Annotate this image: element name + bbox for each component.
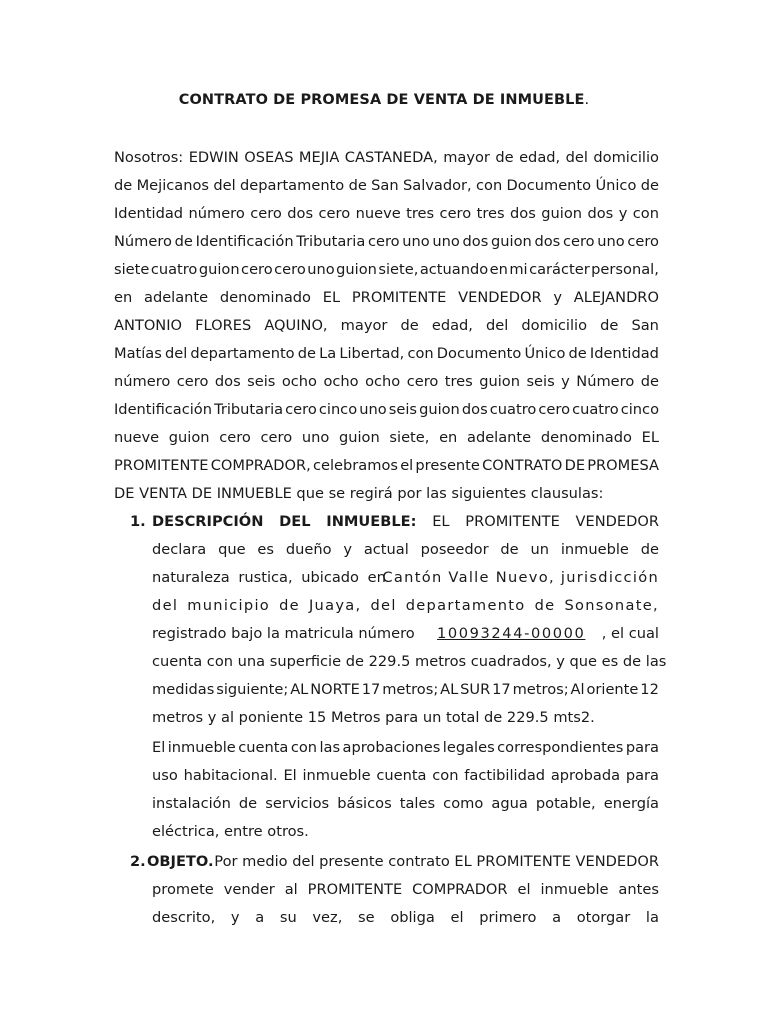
clause-heading-word: INMUEBLE:	[326, 513, 417, 530]
word: AL	[290, 681, 309, 698]
clause-heading-word: DEL	[279, 513, 311, 530]
word: adelante	[144, 289, 209, 306]
word: uno	[432, 233, 460, 250]
word: siete,	[378, 261, 419, 278]
word: domicilio	[521, 317, 588, 334]
word: celebramos	[313, 457, 398, 474]
word: cero	[219, 429, 251, 446]
word: La	[319, 345, 337, 362]
clause-line	[152, 536, 659, 564]
word: uso	[152, 767, 178, 784]
word: cero	[627, 233, 659, 250]
word: ocho	[323, 373, 359, 390]
word: siete,	[389, 429, 430, 446]
word: departamento	[190, 345, 295, 362]
word: FLORES	[195, 317, 252, 334]
word: siguiente;	[216, 681, 289, 698]
intro-line	[114, 144, 659, 172]
word: cinco	[620, 401, 659, 418]
word: y	[343, 541, 352, 558]
word: VENDEDOR	[458, 289, 542, 306]
clause-heading-word: DESCRIPCIÓN	[152, 513, 264, 530]
word: metros;	[512, 681, 569, 698]
word: cero	[241, 261, 273, 278]
word: Único	[524, 345, 566, 362]
word: cuatro	[572, 401, 619, 418]
intro-line	[114, 172, 659, 200]
clause-line-rest: Por medio del presente contrato EL PROMITENTE VENDEDOR	[214, 853, 659, 870]
word: del	[152, 597, 179, 614]
word: departamento	[405, 597, 526, 614]
word: de	[297, 345, 316, 362]
word: el	[517, 881, 531, 898]
word: Identidad	[114, 205, 184, 222]
word: número	[188, 205, 245, 222]
clause-line: cuenta con una superficie de 229.5 metros cuadrados, y que es de las	[152, 653, 667, 670]
word: PROMITENTE	[114, 457, 209, 474]
word: vender	[223, 881, 275, 898]
clause-text: registrado bajo la matricula número	[152, 625, 415, 642]
word: cuatro	[489, 401, 537, 418]
clause-line	[152, 592, 659, 620]
word: guion	[338, 429, 380, 446]
word: energía	[603, 795, 659, 812]
word: cero	[260, 429, 293, 446]
word: nueve	[355, 205, 401, 222]
word: de	[640, 177, 659, 194]
word: otorgar	[576, 909, 631, 926]
word: adelante	[467, 429, 532, 446]
word: uno	[597, 233, 625, 250]
word: ocho	[365, 373, 401, 390]
word: el	[400, 457, 414, 474]
word: OSEAS	[244, 149, 294, 166]
clause-number: 1.	[130, 513, 146, 530]
intro-line: DE VENTA DE INMUEBLE que se regirá por las siguientes clausulas:	[114, 485, 604, 502]
word: con	[476, 177, 503, 194]
word: guion	[479, 373, 520, 390]
word: para	[625, 767, 659, 784]
word: cero	[274, 261, 306, 278]
word: departamento	[240, 177, 345, 194]
word: Sonsonate,	[564, 597, 659, 614]
clause-line	[152, 762, 659, 790]
word: con	[290, 739, 318, 756]
clause-line	[152, 876, 659, 904]
word: a	[552, 909, 562, 926]
word: con	[407, 345, 434, 362]
word: seis	[247, 373, 276, 390]
word: mayor	[340, 317, 388, 334]
word: inmueble	[302, 767, 371, 784]
word: personal,	[591, 261, 659, 278]
word: Identidad	[589, 345, 659, 362]
intro-line	[114, 452, 659, 480]
word: tales	[399, 795, 436, 812]
word: Juaya,	[308, 597, 362, 614]
word: y	[553, 289, 563, 306]
word: siete	[114, 261, 150, 278]
clause-heading-line	[147, 848, 659, 876]
clause-line	[152, 790, 659, 818]
word: dos	[462, 233, 489, 250]
word: tres	[444, 373, 473, 390]
word: Salvador,	[402, 177, 472, 194]
word: seis	[526, 373, 555, 390]
intro-line	[114, 396, 659, 424]
word: al	[284, 881, 298, 898]
intro-line	[114, 200, 659, 228]
word: dos	[287, 205, 314, 222]
word: dos	[587, 205, 614, 222]
word: Mejicanos	[136, 177, 210, 194]
word: COMPRADOR	[412, 881, 508, 898]
word: dueño	[285, 541, 332, 558]
word: de	[640, 373, 659, 390]
word: guion	[198, 261, 240, 278]
word: cero	[439, 205, 472, 222]
word: Identificación	[114, 401, 212, 418]
word: actuando	[419, 261, 489, 278]
word: domicilio	[593, 149, 659, 166]
word: la	[645, 909, 659, 926]
word: tres	[406, 205, 435, 222]
word: AQUINO,	[264, 317, 328, 334]
clause-text: , el cual	[601, 625, 659, 642]
word: inmueble	[560, 541, 629, 558]
word: mi	[509, 261, 528, 278]
word: es	[257, 541, 274, 558]
word: aprobada	[550, 767, 621, 784]
clause-number: 2.	[130, 853, 146, 870]
word: uno	[301, 429, 330, 446]
word: cero	[562, 233, 595, 250]
clause-line: metros y al poniente 15 Metros para un total de 229.5 mts2.	[152, 709, 595, 726]
word: ALEJANDRO	[573, 289, 659, 306]
word: del	[486, 317, 509, 334]
word: potable,	[535, 795, 596, 812]
word: Tributaria	[296, 233, 366, 250]
word: inmueble	[540, 881, 609, 898]
word: Matías	[114, 345, 162, 362]
word: guion	[336, 261, 377, 278]
word: y	[618, 205, 628, 222]
word: denominado	[540, 429, 632, 446]
word: factibilidad	[464, 767, 546, 784]
registration-number: 10093244-00000	[437, 625, 586, 642]
intro-line	[114, 256, 659, 284]
word: habitacional.	[183, 767, 278, 784]
clause-heading-line	[152, 508, 659, 536]
word: Identificación	[195, 233, 294, 250]
clause-line	[152, 734, 659, 762]
word: edad,	[519, 149, 561, 166]
word: EL	[322, 289, 341, 306]
intro-line	[114, 340, 659, 368]
word: del	[164, 345, 188, 362]
word: de	[279, 597, 300, 614]
document-title: CONTRATO DE PROMESA DE VENTA DE INMUEBLE.	[178, 92, 590, 108]
word: cero	[318, 205, 351, 222]
word: PROMITENTE	[307, 881, 403, 898]
word: VENDEDOR	[575, 513, 659, 530]
word: cero	[538, 401, 571, 418]
word: 12	[640, 681, 659, 698]
word: con	[432, 767, 459, 784]
word: dos	[510, 205, 536, 222]
word: descrito,	[152, 909, 216, 926]
word: se	[358, 909, 375, 926]
word: agua	[491, 795, 528, 812]
word: PROMESA	[587, 457, 659, 474]
word: Nosotros:	[114, 149, 184, 166]
word: como	[443, 795, 484, 812]
word: instalación	[152, 795, 231, 812]
word: cuenta	[376, 767, 427, 784]
word: de	[348, 177, 367, 194]
word: EDWIN	[188, 149, 239, 166]
word: EL	[641, 429, 659, 446]
clause-text: naturaleza rustica, ubicado en	[152, 569, 386, 586]
word: las	[319, 739, 341, 756]
word: Documento	[436, 345, 522, 362]
word: su	[279, 909, 297, 926]
word: obliga	[390, 909, 435, 926]
word: uno	[402, 233, 430, 250]
word: en	[114, 289, 133, 306]
intro-line	[114, 424, 659, 452]
word: EL	[432, 513, 450, 530]
word: medidas	[152, 681, 215, 698]
word: servicios	[265, 795, 330, 812]
word: Al	[570, 681, 585, 698]
word: actual	[363, 541, 409, 558]
intro-line	[114, 284, 659, 312]
word: CONTRATO	[482, 457, 563, 474]
word: de	[114, 177, 133, 194]
word: Único	[595, 177, 637, 194]
clause-line	[152, 620, 659, 648]
word: de	[495, 149, 514, 166]
word: carácter	[529, 261, 590, 278]
word: del	[565, 149, 588, 166]
word: primero	[479, 909, 537, 926]
word: nueve	[114, 429, 160, 446]
word: cuatro	[150, 261, 198, 278]
word: inmueble	[167, 739, 236, 756]
word: mayor	[443, 149, 490, 166]
word: en	[489, 261, 508, 278]
word: Número	[576, 373, 635, 390]
word: Libertad,	[339, 345, 405, 362]
word: correspondientes	[497, 739, 624, 756]
word: legales	[442, 739, 495, 756]
clause-line: eléctrica, entre otros.	[152, 823, 309, 840]
word: que	[218, 541, 246, 558]
intro-line	[114, 312, 659, 340]
word: guion	[541, 205, 583, 222]
word: un	[530, 541, 550, 558]
word: en	[439, 429, 458, 446]
word: AL	[440, 681, 459, 698]
word: SUR	[460, 681, 491, 698]
word: El	[283, 767, 297, 784]
word: declara	[152, 541, 207, 558]
word: cinco	[318, 401, 358, 418]
word: cero	[176, 373, 209, 390]
word: seis	[388, 401, 417, 418]
clause-line	[152, 904, 659, 932]
word: MEJIA	[298, 149, 340, 166]
word: del	[213, 177, 236, 194]
word: dos	[534, 233, 561, 250]
word: PROMITENTE	[351, 289, 447, 306]
clause-text: Cantón Valle Nuevo, jurisdicción	[382, 569, 659, 586]
word: de	[568, 345, 587, 362]
word: dos	[461, 401, 488, 418]
word: de	[238, 795, 258, 812]
word: uno	[359, 401, 387, 418]
word: a	[255, 909, 265, 926]
word: oriente	[586, 681, 639, 698]
word: NORTE	[310, 681, 360, 698]
word: ANTONIO	[114, 317, 183, 334]
word: poseedor	[420, 541, 489, 558]
word: presente	[415, 457, 480, 474]
word: uno	[307, 261, 335, 278]
word: El	[152, 739, 166, 756]
word: aprobaciones	[342, 739, 441, 756]
word: de	[534, 597, 556, 614]
word: ocho	[281, 373, 317, 390]
word: vez,	[312, 909, 343, 926]
word: municipio	[187, 597, 271, 614]
word: cero	[406, 373, 439, 390]
clause-line	[152, 676, 659, 704]
word: tres	[476, 205, 505, 222]
word: COMPRADOR,	[210, 457, 311, 474]
word: cero	[250, 205, 282, 222]
clause-heading: OBJETO.	[147, 853, 214, 870]
word: para	[625, 739, 659, 756]
word: DE	[564, 457, 586, 474]
word: Documento	[506, 177, 592, 194]
word: de	[600, 317, 619, 334]
word: denominado	[219, 289, 311, 306]
intro-line	[114, 368, 659, 396]
word: 17	[492, 681, 511, 698]
word: edad,	[431, 317, 473, 334]
word: guion	[491, 233, 532, 250]
word: promete	[152, 881, 214, 898]
word: de	[400, 317, 419, 334]
word: metros;	[382, 681, 439, 698]
word: dos	[214, 373, 241, 390]
word: cero	[285, 401, 317, 418]
word: Tributaria	[214, 401, 284, 418]
word: San	[631, 317, 659, 334]
intro-line	[114, 228, 659, 256]
word: de	[500, 541, 519, 558]
word: antes	[618, 881, 659, 898]
word: guion	[168, 429, 210, 446]
word: Número	[114, 233, 172, 250]
word: básicos	[337, 795, 392, 812]
word: de	[174, 233, 193, 250]
word: San	[371, 177, 399, 194]
word: 17	[361, 681, 381, 698]
word: cuenta	[238, 739, 289, 756]
word: de	[640, 541, 659, 558]
word: el	[450, 909, 464, 926]
word: CASTANEDA,	[344, 149, 438, 166]
word: guion	[419, 401, 460, 418]
word: cero	[367, 233, 400, 250]
word: y	[561, 373, 570, 390]
word: y	[230, 909, 240, 926]
word: número	[114, 373, 171, 390]
word: con	[632, 205, 659, 222]
word: PROMITENTE	[465, 513, 560, 530]
word: del	[370, 597, 397, 614]
clause-line	[152, 564, 659, 592]
